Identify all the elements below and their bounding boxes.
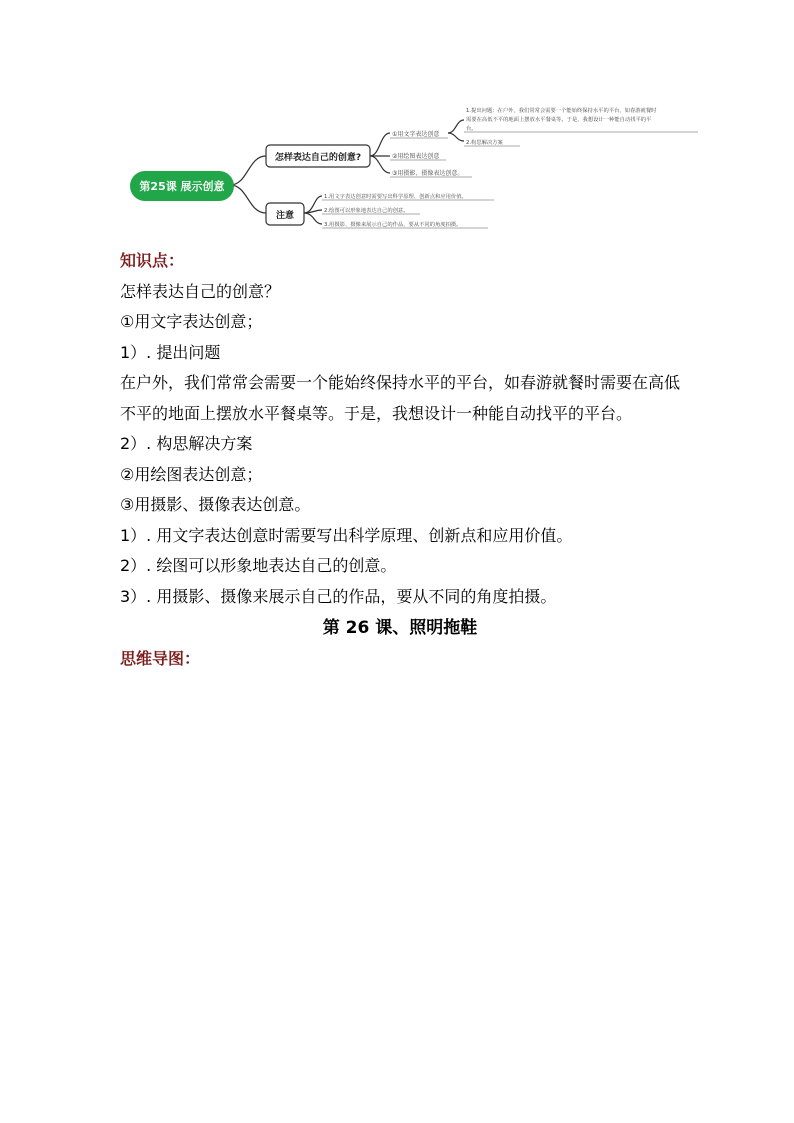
mindmap-leaf: 需要在高低不平的地面上摆放水平餐桌等。于是，我想设计一种能自动找平的平 xyxy=(466,117,652,123)
mindmap-leaf: 1.用文字表达创意时需要写出科学原理、创新点和应用价值。 xyxy=(324,194,467,200)
mindmap-root-label: 第25课 展示创意 xyxy=(139,180,225,193)
mindmap-branch-label: 怎样表达自己的创意? xyxy=(274,153,362,163)
step-line: 2）. 构思解决方案 xyxy=(120,434,253,453)
mindmap-leaf: 1.提出问题：在户外，我们常常会需要一个能始终保持水平的平台，如春游就餐时 xyxy=(466,108,657,114)
step-line: 1）. 提出问题 xyxy=(120,342,221,362)
paragraph-line: 不平的地面上摆放水平餐桌等。于是，我想设计一种能自动找平的平台。 xyxy=(120,403,633,423)
paragraph-line: 在户外，我们常常会需要一个能始终保持水平的平台，如春游就餐时需要在高低 xyxy=(120,373,681,392)
method-line: ①用文字表达创意； xyxy=(120,312,263,331)
note-line: 1）. 用文字表达创意时需要写出科学原理、创新点和应用价值。 xyxy=(120,525,573,545)
note-line: 2）. 绘图可以形象地表达自己的创意。 xyxy=(120,556,397,575)
mindmap-leaf: 台。 xyxy=(466,126,477,132)
mindmap-leaf: 2.构思解决方案 xyxy=(466,140,503,146)
document-body xyxy=(120,246,680,674)
mindmap-heading: 思维导图： xyxy=(120,648,201,668)
method-line: ③用摄影、摄像表达创意。 xyxy=(120,495,311,514)
mindmap-leaf: 3.用摄影、摄像来展示自己的作品，要从不同的角度拍摄。 xyxy=(324,222,462,228)
question-line: 怎样表达自己的创意？ xyxy=(120,281,281,301)
mindmap-leaf: 2.绘图可以形象地表达自己的创意。 xyxy=(324,208,409,214)
note-line: 3）. 用摄影、摄像来展示自己的作品，要从不同的角度拍摄。 xyxy=(120,586,557,606)
mindmap-leaf: ③用摄影、摄像表达创意。 xyxy=(392,170,464,177)
lesson-title: 第 26 课、照明拖鞋 xyxy=(322,618,478,638)
mindmap-branch-label: 注意 xyxy=(275,211,295,221)
knowledge-heading: 知识点： xyxy=(120,251,185,270)
method-line: ②用绘图表达创意； xyxy=(120,464,263,484)
mindmap-leaf: ①用文字表达创意 xyxy=(392,131,440,138)
mindmap-diagram xyxy=(0,0,794,240)
mindmap-leaf: ②用绘图表达创意 xyxy=(392,153,440,160)
